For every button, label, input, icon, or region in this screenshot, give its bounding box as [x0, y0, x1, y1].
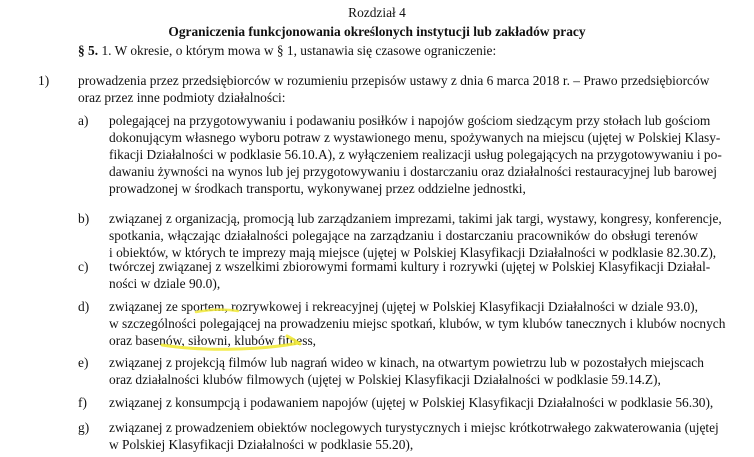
item-line: związanej z konsumpcją i podawaniem napojów (ujętej w Polskiej Klasyfikacji Działalności w podklasie 56.30), [109, 395, 714, 410]
paragraph-intro [78, 42, 496, 59]
item-text-g [109, 419, 719, 453]
item-letter-b: b) [78, 211, 90, 226]
item-line: związanej z projekcją filmów lub nagrań wideo w kinach, na otwartym powietrzu lub w pozostałych miejscach [109, 355, 704, 370]
item-line: oraz basenów, siłowni, klubów fitness, [109, 333, 317, 348]
item-line: oraz działalności klubów filmowych (ujętej w Polskiej Klasyfikacji Działalności w podklasie 59.14.Z), [109, 372, 661, 387]
item-text-e [109, 354, 704, 388]
item-text-c [109, 258, 711, 292]
item-line: i obiektów, w których te imprezy mają miejsce (ujętej w Polskiej Klasyfikacji Działalności w podklasie 82.30.Z), [109, 245, 717, 260]
item-text-b [109, 210, 722, 261]
item-letter-f: f) [78, 395, 87, 410]
item-text-a [109, 112, 722, 197]
item-line: prowadzonej w środkach transportu, wykonywanej przez oddzielne jednostki, [109, 181, 526, 196]
point-number: 1) [38, 73, 50, 88]
point-line: prowadzenia przez przedsiębiorców w rozumieniu przepisów ustawy z dnia 6 marca 2018 r. – Prawo przedsiębiorców [78, 73, 710, 88]
item-text-d [109, 298, 726, 349]
item-letter-g: g) [78, 420, 90, 435]
item-letter-c: c) [78, 259, 89, 274]
item-line: związanej z prowadzeniem obiektów noclegowych turystycznych i miejsc krótkotrwałego zakwaterowania (ujętej [109, 420, 719, 435]
item-line: w szczególności polegającej na prowadzeniu miejsc spotkań, klubów, w tym klubów tanecznych i klubów nocnych [109, 316, 726, 331]
item-line: fikacji Działalności w podklasie 56.10.A), z wyłączeniem realizacji usług polegających na przygotowywaniu i po- [109, 147, 722, 162]
item-line: w Polskiej Klasyfikacji Działalności w podklasie 55.20), [109, 437, 414, 452]
item-line: dokonującym własnego wyboru potraw z wystawionego menu, spożywanych na miejscu (ujętej w Polskiej Klasy- [109, 130, 721, 145]
paragraph-intro-text: 1. W okresie, o którym mowa w § 1, ustanawia się czasowe ograniczenie: [98, 43, 497, 58]
item-letter-d: d) [78, 299, 90, 314]
point-line: oraz przez inne podmioty działalności: [78, 90, 286, 105]
chapter-title: Ograniczenia funkcjonowania określonych instytucji lub zakładów pracy [168, 24, 586, 39]
item-text-f [109, 394, 714, 411]
point-text [78, 72, 710, 106]
item-line: ności w dziale 90.0), [109, 276, 221, 291]
chapter-label: Rozdział 4 [348, 5, 406, 20]
item-line: związanej z organizacją, promocją lub zarządzaniem imprezami, takimi jak targi, wystawy, kongresy, konferencje, [109, 211, 722, 226]
item-line: spotkania, włączając działalności polegające na zarządzaniu i dostarczaniu pracowników do obsługi terenów [109, 228, 698, 243]
item-letter-a: a) [78, 113, 89, 128]
item-line: związanej ze sportem, rozrywkowej i rekreacyjnej (ujętej w Polskiej Klasyfikacji Działalności w dziale 93.0), [109, 299, 698, 314]
item-line: polegającej na przygotowywaniu i podawaniu posiłków i napojów gościom siedzącym przy stołach lub gościom [109, 113, 711, 128]
paragraph-sign: § 5. [78, 43, 99, 58]
item-line: twórczej związanej z wszelkimi zbiorowymi formami kultury i rozrywki (ujętej w Polskiej Klasyfikacji Działal- [109, 259, 711, 274]
item-line: dawaniu żywności na wynos lub jej przygotowywaniu i dostarczaniu oraz działalności restauracyjnej lub barowej [109, 164, 717, 179]
item-letter-e: e) [78, 355, 89, 370]
